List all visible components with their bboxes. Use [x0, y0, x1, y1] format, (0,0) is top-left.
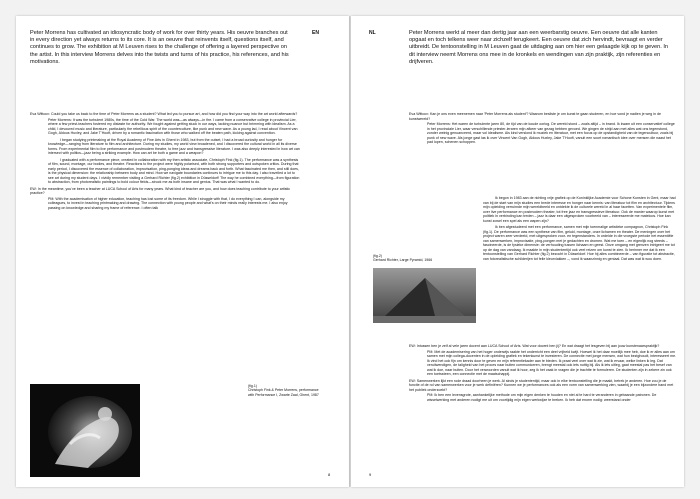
left-page	[16, 16, 349, 487]
interview-column-nl-bottom	[409, 344, 677, 404]
fig1-label: (fig.1)	[248, 384, 257, 388]
answer-3-nl: Ik ben afgestudeerd met een performance, samen met mijn toenmalige artistieke compagnon, Christoph Fink (fig.1). De performance was een synthese van film, geluid, montage, onze lichamen en theater. De meningen over het project waren zeer verdeeld, met uitgesproken voor- en tegenstanders. In ordelde in die vroegste periode het essentiële van samenwerken, improvisatie, ping-pongen met je gedachten en dromen. Wat me toen – en eigenlijk nog steeds – fascineerde, is de fysieke dimensie: de verhouding tussen lichaam en geest. Onze omgang met grenzen intrigeert me tot op de dag van vandaag. Ik maakte in mijn studententijd ook veel reizen om kunst te zien. Ik herinner me dat ik een tentoonstelling van Gerhard Richter (fig.2) bezocht in Düsseldorf. Hoe hij alles combineerde – van figuratie tot abstractie, van fotorealistische schilderijen tot felle kleurvlakken –, vond ik waanzinnig en geniaal. Dat was wat ik wou doen.	[483, 225, 675, 261]
page-number-right: 9	[369, 472, 372, 477]
fig2-caption	[373, 254, 473, 263]
answer-5-nl: PM: Ik ben een levensgrote, aanhankelijke methode om mijn eigen denken te houden en niet al te hard te veranderen in gebaande patronen. De wisselwerking met anderen nodigt me uit om voortijdig mijn eigen werkwijze te breken. Ik heb dat enorm nodig: weerstand onder	[427, 393, 657, 402]
answer-1-nl: Peter Morrens: Het waren de turbulente jaren 80, de tijd van de koude oorlog. De wereld stond – zoals altijd – in brand. Ik kwam uit een conservatief college in het provinciale Lier, waar verschillende priester-leraren mijn afkeer van gezag hebben gevoed. We gingen de strijd aan met alles wat ons tegenstond, zonder weinig genuanceerd, maar vol idealisme. Als kind verslond ik muziek en literatuur, met een focus op de opstandigheid van de tegencultuur, zoals bij punk of new wave. Als jonge gast las ik over Vincent Van Gogh, Aldous Huxley, Jake T'Hooft, vanuit een soort romantisch idee over mensen die naast het pad lopen, schenen schoppen.	[427, 122, 675, 144]
page-number-left: 8	[328, 472, 331, 477]
question-2-en: EW: In the meantime, you've been a teacher at LUCA School of Arts for many years. What kind of teacher are you, and how does teaching contribute to your artistic practice?	[30, 186, 291, 195]
answer-3-en: I graduated with a performance piece, created in collaboration with my then artistic associate, Christoph Fink (fig.1). The performance was a synthesis of film, sound, montage, our bodies, and theatre. Reactions to the project were highly polarised, with both strong supporters and outspoken critics. During that early period, I discovered the essence of collaboration, improvisation, ping-ponging ideas and dreams back and forth. What fascinated me then, and still does, is the physical dimension: the relationship between body and mind. How we navigate boundaries continues to intrigue me to this day. I also travelled a lot to see art during my student days. I vividly remember visiting a Gerhard Richter (fig.2) exhibition in Düsseldorf! The way he combined everything—from figuration to abstraction, from photorealistic paintings to bold colour fields—struck me as both insane and genius. That was what I wanted to do.	[48, 157, 300, 184]
fig1-performance-photo	[30, 384, 140, 477]
language-label-en: EN	[312, 30, 319, 36]
answer-2-en: I began studying printmaking at the Royal Academy of Fine Arts in Ghent in 1983, but from the outset, I had a broad curiosity and hunger for knowledge—ranging from literature to film and architecture. During my studies, my world view broadened, and I discovered the cultural world in all its diverse forms. From experimental film to live performance and postmodern theatre, to free jazz and transgressive literature. I was also deeply interested in how art can intersect with politics—jazz being a striking example. How can art be both a game and a weapon?	[48, 137, 300, 155]
fig1-caption	[248, 384, 322, 397]
question-1-nl: Eva Wittocx: Kan je ons even meenemen naar 'Peter Morrens als student'? Waarom besliste je om kunst te gaan studeren, en hoe vond je nadien je weg in de kunstwereld?	[409, 112, 661, 121]
language-label-nl: NL	[369, 30, 376, 36]
question-3-nl: EW: Samenwerken lijkt een rode draad doorheen je werk. Al sinds je studententijd, maar ook in elke tentoonstelling die je maakt, betrek je anderen. Hoe zou je de functie of de rol van samenwerken voor je werk definiëren? Kunnen we je performances ook als een vorm van samenwerking zien, waarbij je een bijzondere band met het publiek onderzoekt?	[409, 378, 674, 392]
pyramid-painting-image	[373, 268, 476, 323]
intro-paragraph-en: Peter Morrens has cultivated an idiosyncratic body of work for over thirty years. His oeuvre branches out in every direction yet always returns to its core. It is an oeuvre that reinvents itself, questions itself, and continues to grow. The exhibition at M Leuven rises to the challenge of offering a layered perspective on the artist. In this interview Morrens delves into the twists and turns of his practice, his references, and his motivations.	[30, 30, 289, 65]
fig2-painting-image	[373, 268, 476, 323]
answer-4-en: PM: With the academisation of higher education, teaching has lost some of its freedom. While I struggle with that, I do everything I can, alongside my colleagues, to invest in teaching printmaking and drawing. The connection with young people and what's on their minds really interests me. I also enjoy passing on knowledge and sharing my frame of reference. I often talk	[48, 196, 288, 210]
answer-2-nl: Ik begon in 1983 aan de richting vrije grafiek op de Koninklijke Academie voor Schone Kunsten in Gent, maar had van bij de start van mijn studies een brede interesse en honger naar kennis: van literatuur tot film en architectuur. Tijdens mijn opleiding verruimde mijn wereldbeeld en ontdekte ik de culturele wereld in al haar facetten. Van experimentele film, over live performance en postmodern theater, tot free jazz en transgressieve literatuur. Ook de manier waarop kunst met politiek in verbinding kan treden – jazz is daar een uitgesproken voorbeeld van – interesseerde me mateloos. Hoe kan kunst zowel een spel als een wapen zijn?	[483, 196, 676, 223]
interview-column-nl-top	[409, 112, 677, 147]
question-2-nl: EW: Intussen ben je zelf al vele jaren docent aan LUCA School of Arts. Wat voor docent ben jij? En wat draagt het lesgeven bij aan jouw kunstenaarspraktijk?	[409, 344, 660, 348]
intro-paragraph-nl: Peter Morrens werkt al meer dan dertig jaar aan een weerbarstig oeuvre. Een oeuvre dat alle kanten opgaat en toch telkens weer naar zichzelf terugkeert. Een oeuvre dat zich hervindt, bevraagt en verder uitbreidt. De tentoonstelling in M Leuven gaat de uitdaging aan om hier een gelaagde kijk op te geven. In dit interview neemt Morrens ons mee in de kronkels en wendingen van zijn praktijk, zijn referenties en drijfveren.	[409, 30, 669, 65]
right-page	[351, 16, 684, 487]
fig2-caption-text: Gerhard Richter, Large Pyramid, 1966	[373, 258, 433, 263]
fig2-label: (fig.2)	[373, 254, 382, 258]
interview-column-nl-narrow	[483, 196, 677, 263]
answer-4-nl: PM: Met de academisering van het hoger onderwijs raakte het onderricht een deel vrijheid kwijt. Hoewel ik het daar moeilijk mee heb, doe ik er alles aan om samen met mijn collega-docenten in de opleiding grafiek en tekenkunst te investeren. De connectie met jonge mensen, wat hun bezighoudt, interesseert me. Ik vind het ook fijn om kennis door te geven en mijn referentiekader aan te bieden. Ik praat veel over wat ik zie, wat ik ervaar, welke linken ik leg. Dat veruitwendigen, de taligheid van het proces naar buiten communiceren, brengt meestal ook iets nuttig bij. Als ik iets uitleg, gaat meestal pas het besef van wat ik doe, naar buiten. Door het verwoorden vanuit wat ik hoor, zeg ik het vaak in vragen die je trachtte te formuleren. De studenten zijn in zekere zin ook een toetssteen, een connectie met de maatschappij.	[427, 349, 677, 376]
fig1-caption-text: Christoph Fink & Peter Morrens, performance with Performance I, Zwarte Zaal, Ghent, 1987	[248, 388, 319, 397]
answer-1-en: Peter Morrens: It was the turbulent 1980s, the time of the Cold War. The world was—as always—in fire. I came from a conservative college in provincial Lier, where a few priest-teachers fostered my distaste for authority. We fought against getting stuck in our ways, lacking nuance but brimming with idealism. As a child, I devoured music and literature, particularly the rebellious spirit of the counterculture, like punk and new wave. As a young lad, I read about Vincent van Gogh, Aldous Huxley, and Jake T'Hooft, driven by a romantic fascination with those who walked off the beaten path, kicking against convention.	[48, 117, 298, 135]
interview-column-en	[30, 112, 300, 212]
question-1-en: Eva Wittocx: Could you take us back to the time of Peter Morrens as a student? What led you to pursue art, and how did you find your way into the art world afterwards?	[30, 112, 298, 116]
performance-photo-image	[30, 384, 140, 477]
